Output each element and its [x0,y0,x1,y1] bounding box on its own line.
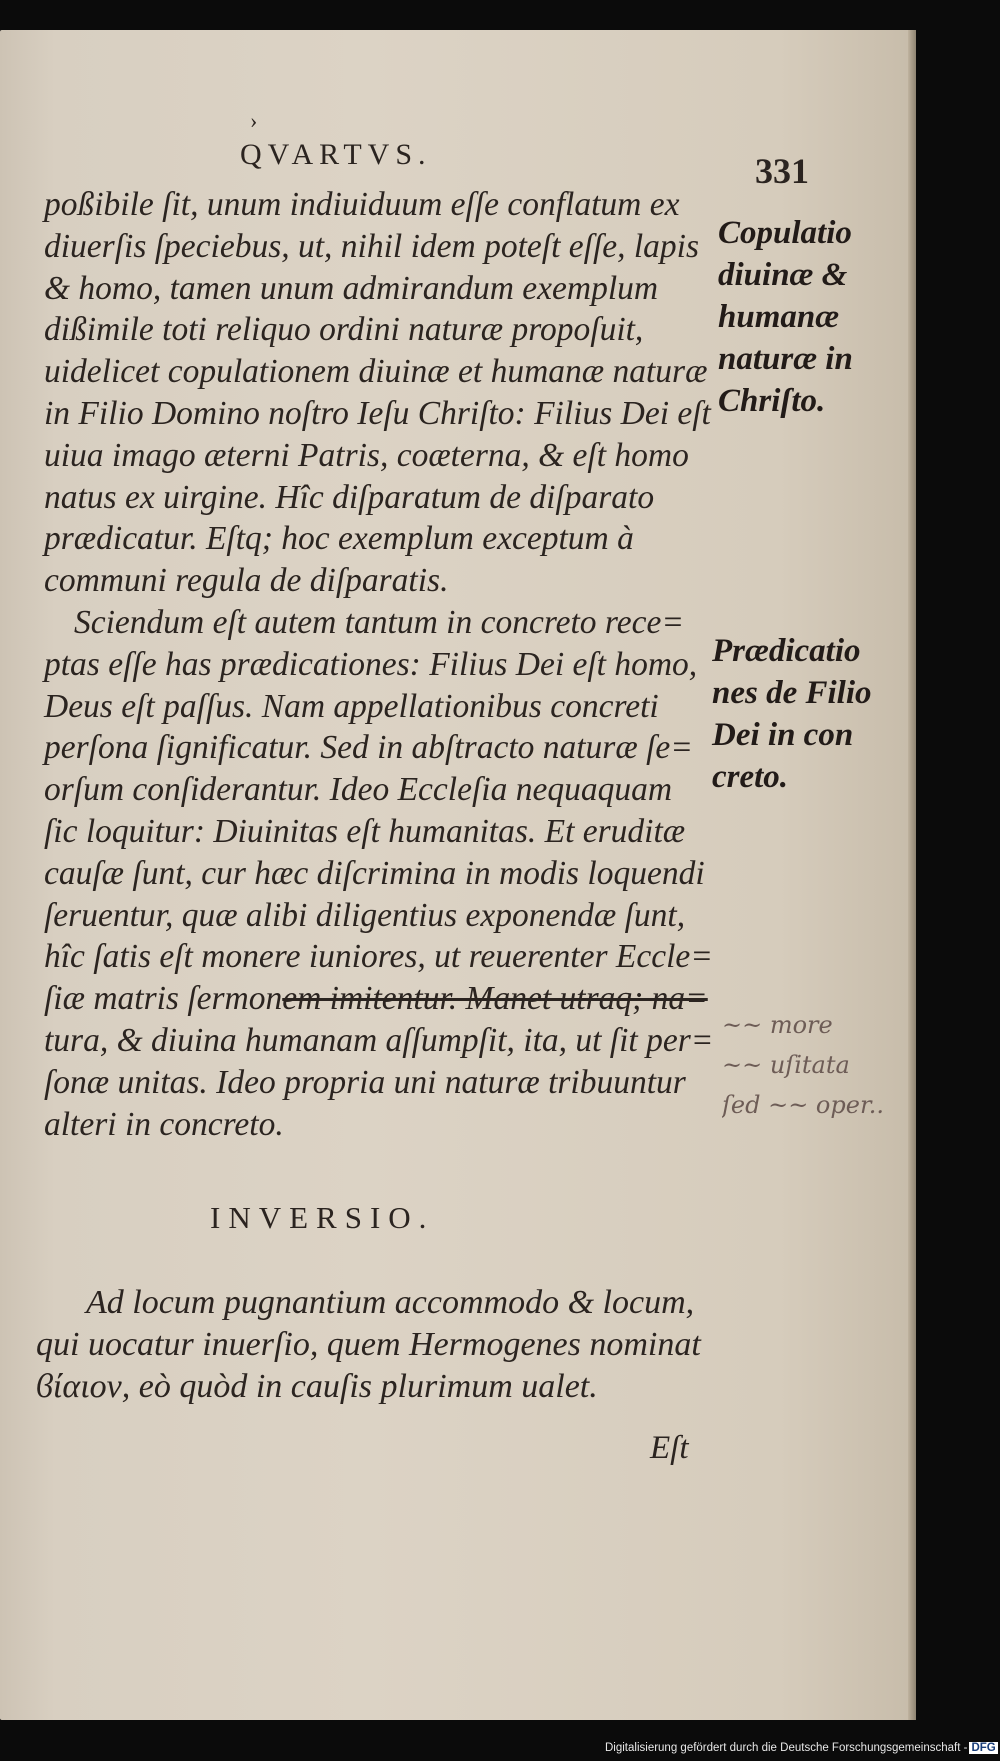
struck-text-line [44,978,714,1020]
margin-note-line: Dei in con [712,717,854,753]
margin-note-line: humanæ [718,299,840,335]
margin-note-line: nes de Filio [712,675,872,711]
text-line: Deus eſt paſſus. Nam appellationibus concreti [44,687,659,725]
text-line: ſeruentur, quæ alibi diligentius exponendæ ſunt, [44,896,686,934]
text-line: qui uocatur inuerſio, quem Hermogenes nominat [36,1325,701,1363]
page-number: 331 [755,151,809,191]
text-line: in Filio Domino noſtro Ieſu Chriſto: Filius Dei eſt [44,394,711,432]
margin-note-line: Chriſto. [718,383,826,419]
margin-note-copulatio [718,212,908,422]
text-line: cauſæ ſunt, cur hæc diſcrimina in modis loquendi [44,854,705,892]
text-line: dißimile toti reliquo ordini naturæ propoſuit, [44,311,644,349]
text-line: orſum conſiderantur. Ideo Eccleſia nequaquam [44,771,673,809]
margin-note-line: naturæ in [718,341,853,377]
margin-note-line: Copulatio [718,215,852,251]
text-line: perſona ſignificatur. Sed in abſtracto naturæ ſe= [44,729,693,767]
section-title: INVERSIO. [210,1200,435,1235]
text-line: & homo, tamen unum admirandum exemplum [44,269,659,307]
text-line: ptas eſſe has prædicationes: Filius Dei eſt homo, [44,645,698,683]
text-line: Sciendum eſt autem tantum in concreto rece= [74,603,684,641]
ink-mark: › [250,108,258,133]
margin-note-line: Prædicatio [712,633,861,669]
catchword: Eſt [650,1430,689,1466]
dfg-logo: DFG [971,1742,996,1754]
handwritten-line: ~~ more [722,1011,833,1039]
section-text [36,1282,716,1407]
text-line: natus ex uirgine. Hîc diſparatum de diſparato [44,478,655,516]
text-line: Ad locum pugnantium accommodo & locum, [86,1284,695,1321]
text-line-start: ſiæ matris ſermon [44,980,283,1018]
digitization-footer [605,1742,998,1754]
text-line: prædicatur. Eſtq; hoc exemplum exceptum à [44,520,634,558]
struck-through-text: em imitentur. Manet utraq; na= [282,980,708,1018]
text-line: communi regula de diſparatis. [44,562,449,600]
handwritten-line: ~~ uſitata [722,1051,850,1079]
handwritten-line: ſed ~~ oper.. [722,1091,885,1119]
text-line: ſic loquitur: Diuinitas eſt humanitas. Et eruditæ [44,812,686,850]
text-line: ſonæ unitas. Ideo propria uni naturæ tribuuntur [44,1063,686,1101]
text-line: alteri in concreto. [44,1105,284,1143]
text-line: hîc ſatis eſt monere iuniores, ut reuerenter Eccle= [44,938,713,976]
text-line: diuerſis ſpeciebus, ut, nihil idem poteſt eſſe, lapis [44,227,700,265]
page-edge [908,30,916,1720]
text-line: tura, & diuina humanam aſſumpſit, ita, ut ſit per= [44,1021,714,1059]
footer-text: Digitalisierung gefördert durch die Deutsche Forschungsgemeinschaft - [605,1742,968,1754]
main-text [44,184,714,1145]
handwritten-annotation [722,1005,907,1125]
text-line: ϐίαιον, eò quòd in cauſis plurimum ualet. [36,1367,598,1405]
text-line: uidelicet copulationem diuinæ et humanæ naturæ [44,353,708,391]
margin-note-line: diuinæ & [718,257,848,293]
text-line: poßibile ſit, unum indiuiduum eſſe conflatum ex [44,186,680,223]
text-line: uiua imago æterni Patris, coæterna, & eſt homo [44,436,689,474]
margin-note-line: creto. [712,759,789,795]
margin-note-praedicationes [712,630,912,798]
running-title: QVARTVS. [240,138,432,171]
